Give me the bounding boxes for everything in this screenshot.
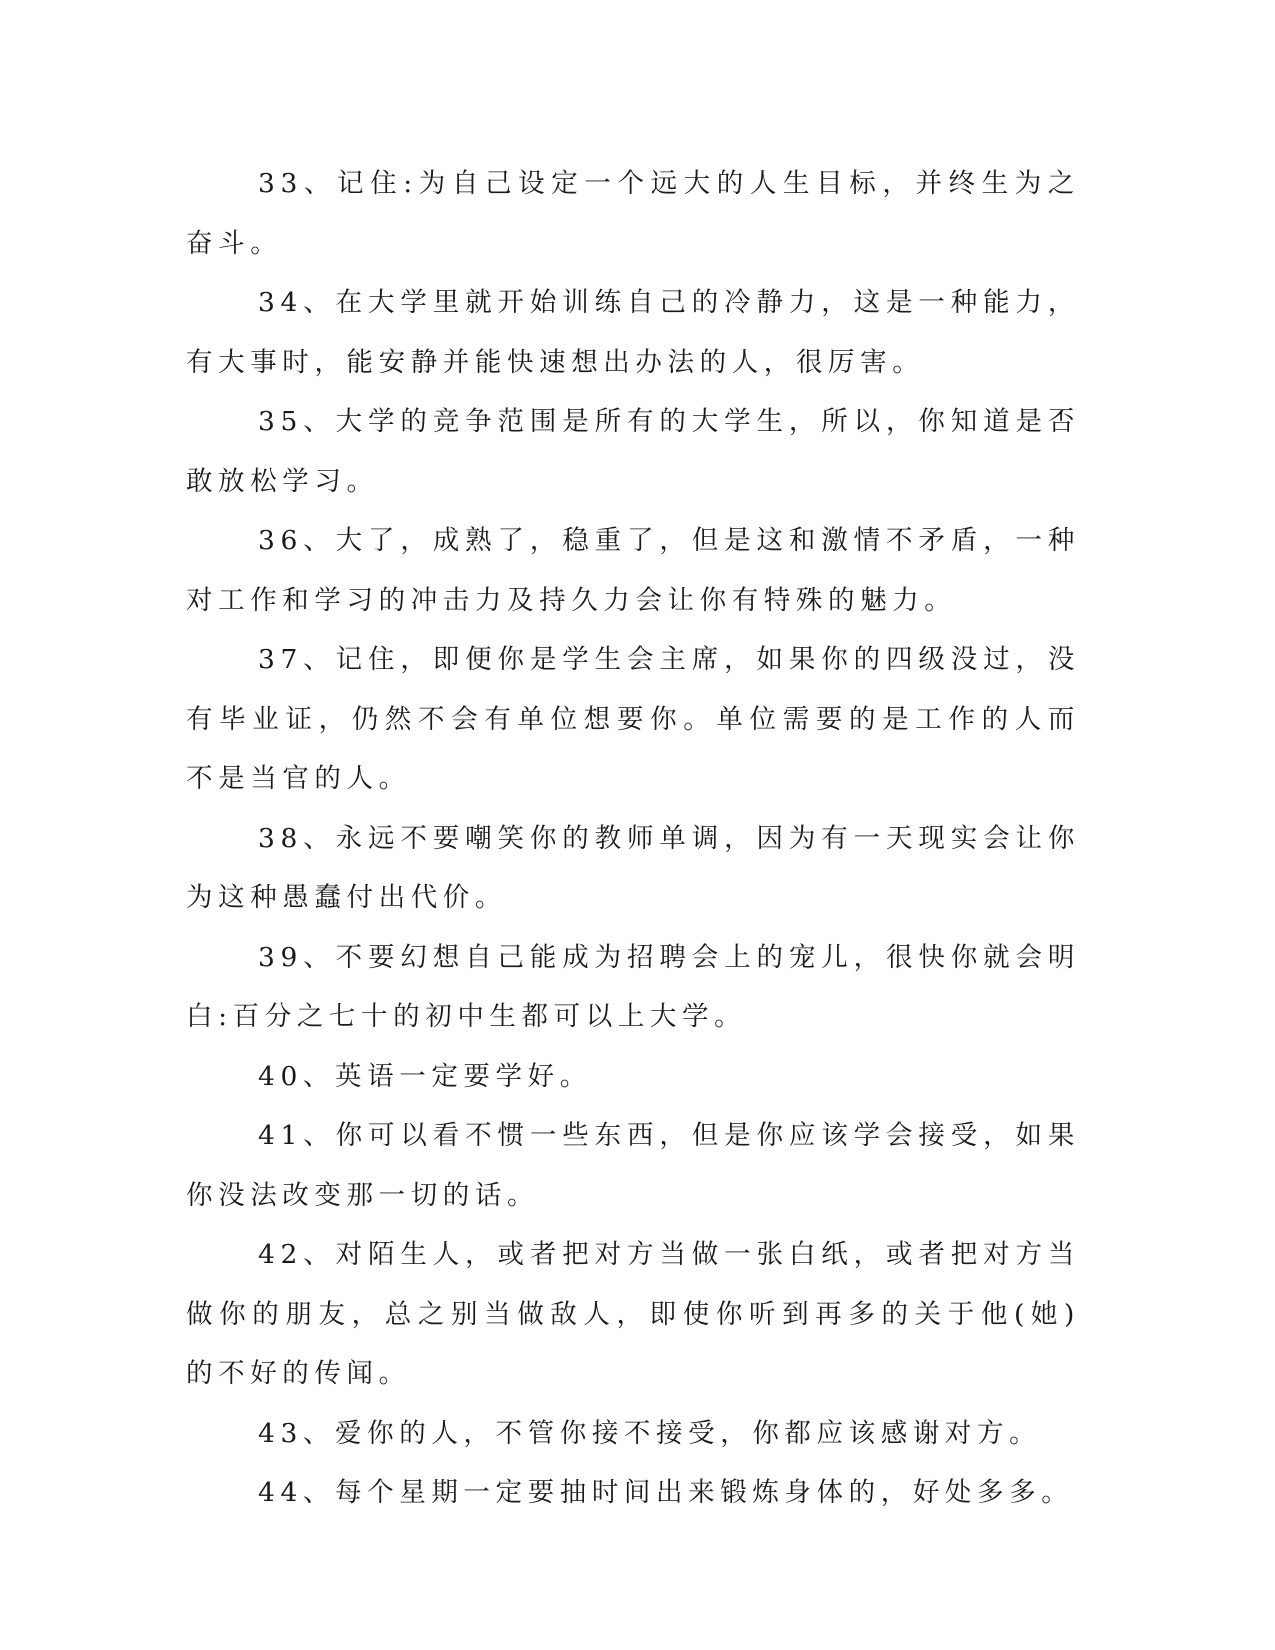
paragraph-35: 35、大学的竞争范围是所有的大学生，所以，你知道是否敢放松学习。 — [186, 406, 1080, 497]
paragraph-33: 33、记住:为自己设定一个远大的人生目标，并终生为之奋斗。 — [186, 168, 1080, 259]
paragraph-39: 39、不要幻想自己能成为招聘会上的宠儿，很快你就会明白:百分之七十的初中生都可以上大学。 — [186, 941, 1080, 1032]
paragraph-41: 41、你可以看不惯一些东西，但是你应该学会接受，如果你没法改变那一切的话。 — [186, 1120, 1080, 1211]
paragraph-44: 44、每个星期一定要抽时间出来锻炼身体的，好处多多。 — [258, 1477, 1074, 1508]
paragraph-36: 36、大了，成熟了，稳重了，但是这和激情不矛盾，一种对工作和学习的冲击力及持久力会让你有特殊的魅力。 — [186, 525, 1080, 616]
paragraph-43: 43、爱你的人，不管你接不接受，你都应该感谢对方。 — [258, 1417, 1042, 1449]
paragraph-37: 37、记住，即便你是学生会主席，如果你的四级没过，没有毕业证，仍然不会有单位想要你。单位需要的是工作的人而不是当官的人。 — [186, 644, 1080, 794]
paragraph-34: 34、在大学里就开始训练自己的冷静力，这是一种能力，有大事时，能安静并能快速想出办法的人，很厉害。 — [186, 287, 1080, 378]
paragraph-40: 40、英语一定要学好。 — [258, 1060, 592, 1092]
paragraph-38: 38、永远不要嘲笑你的教师单调，因为有一天现实会让你为这种愚蠢付出代价。 — [186, 822, 1080, 913]
document-body — [186, 154, 1080, 1523]
paragraph-42: 42、对陌生人，或者把对方当做一张白纸，或者把对方当做你的朋友，总之别当做敌人，即使你听到再多的关于他(她)的不好的传闻。 — [186, 1239, 1080, 1389]
